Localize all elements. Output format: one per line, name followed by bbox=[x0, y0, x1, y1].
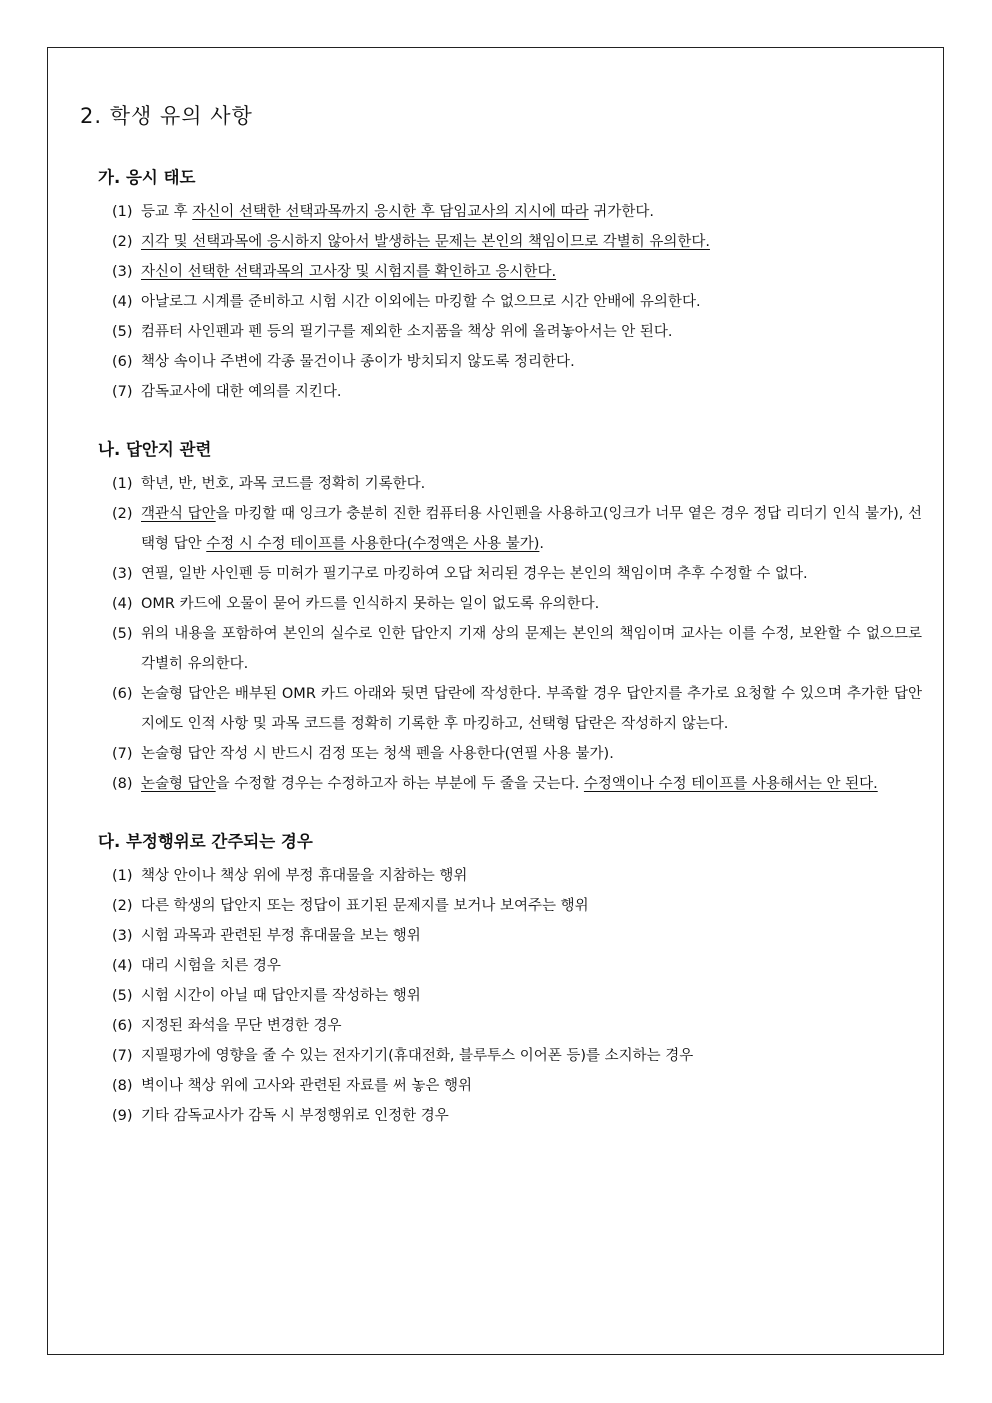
list-item bbox=[98, 891, 922, 921]
item-number: (6) bbox=[112, 1018, 133, 1034]
item-list bbox=[98, 197, 922, 407]
item-number: (1) bbox=[112, 476, 133, 492]
item-number: (3) bbox=[112, 264, 133, 280]
section-heading: 다. 부정행위로 간주되는 경우 bbox=[98, 832, 313, 851]
item-text: 시험 시간이 아닐 때 답안지를 작성하는 행위 bbox=[141, 988, 421, 1004]
item-number: (6) bbox=[112, 686, 133, 702]
item-number: (8) bbox=[112, 776, 133, 792]
item-number: (7) bbox=[112, 746, 133, 762]
item-text: 지정된 좌석을 무단 변경한 경우 bbox=[141, 1018, 342, 1034]
list-item bbox=[98, 1101, 922, 1131]
item-number: (2) bbox=[112, 234, 133, 250]
item-text: 아날로그 시계를 준비하고 시험 시간 이외에는 마킹할 수 없으므로 시간 안배에 유의한다. bbox=[141, 294, 701, 310]
item-text: 다른 학생의 답안지 또는 정답이 표기된 문제지를 보거나 보여주는 행위 bbox=[141, 898, 589, 914]
item-text: 기타 감독교사가 감독 시 부정행위로 인정한 경우 bbox=[141, 1108, 449, 1124]
item-number: (8) bbox=[112, 1078, 133, 1094]
section-misconduct bbox=[98, 827, 922, 1131]
list-item bbox=[98, 1041, 922, 1071]
item-number: (1) bbox=[112, 204, 133, 220]
list-item bbox=[98, 347, 922, 377]
item-number: (4) bbox=[112, 294, 133, 310]
item-number: (5) bbox=[112, 324, 133, 340]
item-number: (5) bbox=[112, 626, 133, 642]
item-text: 학년, 반, 번호, 과목 코드를 정확히 기록한다. bbox=[141, 476, 426, 492]
item-number: (2) bbox=[112, 506, 133, 522]
item-text: 책상 안이나 책상 위에 부정 휴대물을 지참하는 행위 bbox=[141, 868, 468, 884]
list-item bbox=[98, 951, 922, 981]
item-number: (7) bbox=[112, 1048, 133, 1064]
section-answer-sheet bbox=[98, 435, 922, 799]
item-text: 등교 후 bbox=[141, 204, 193, 220]
list-item bbox=[98, 377, 922, 407]
list-item bbox=[98, 921, 922, 951]
list-item bbox=[98, 1071, 922, 1101]
list-item bbox=[98, 619, 922, 679]
list-item bbox=[98, 739, 922, 769]
item-text: OMR 카드에 오물이 묻어 카드를 인식하지 못하는 일이 없도록 유의한다. bbox=[141, 596, 600, 612]
section-heading: 나. 답안지 관련 bbox=[98, 440, 212, 459]
list-item bbox=[98, 317, 922, 347]
item-text: 귀가한다. bbox=[588, 204, 654, 220]
item-number: (7) bbox=[112, 384, 133, 400]
list-item bbox=[98, 559, 922, 589]
underlined-text: 자신이 선택한 선택과목까지 응시한 후 담임교사의 지시에 따라 bbox=[192, 204, 589, 220]
item-text: 책상 속이나 주변에 각종 물건이나 종이가 방치되지 않도록 정리한다. bbox=[141, 354, 575, 370]
section-exam-attitude bbox=[98, 163, 922, 407]
underlined-text: 수정액이나 수정 테이프를 사용해서는 안 된다. bbox=[583, 776, 878, 792]
section-heading: 가. 응시 태도 bbox=[98, 168, 196, 187]
list-item bbox=[98, 197, 922, 227]
underlined-text: 객관식 답안 bbox=[141, 506, 216, 522]
underlined-text: 지각 및 선택과목에 응시하지 않아서 발생하는 문제는 본인의 책임이므로 각별히 유의한다. bbox=[141, 234, 710, 250]
list-item bbox=[98, 469, 922, 499]
item-number: (4) bbox=[112, 596, 133, 612]
item-text: . bbox=[539, 536, 544, 552]
item-number: (5) bbox=[112, 988, 133, 1004]
list-item bbox=[98, 769, 922, 799]
list-item bbox=[98, 981, 922, 1011]
list-item bbox=[98, 287, 922, 317]
item-text: 연필, 일반 사인펜 등 미허가 필기구로 마킹하여 오답 처리된 경우는 본인의 책임이며 추후 수정할 수 없다. bbox=[141, 566, 808, 582]
item-text: 을 마킹할 때 잉크가 충분히 진한 컴퓨터용 사인펜을 사용하고(잉크가 너무 옅은 경우 정답 리더기 인식 불가), 선택형 답안 bbox=[141, 506, 922, 552]
item-number: (2) bbox=[112, 898, 133, 914]
list-item bbox=[98, 1011, 922, 1041]
item-number: (6) bbox=[112, 354, 133, 370]
item-text: 위의 내용을 포함하여 본인의 실수로 인한 답안지 기재 상의 문제는 본인의 책임이며 교사는 이를 수정, 보완할 수 없으므로 각별히 유의한다. bbox=[141, 626, 922, 672]
item-text: 을 수정할 경우는 수정하고자 하는 부분에 두 줄을 긋는다. bbox=[215, 776, 584, 792]
underlined-text: 수정 시 수정 테이프를 사용한다(수정액은 사용 불가) bbox=[206, 536, 540, 552]
item-text: 논술형 답안은 배부된 OMR 카드 아래와 뒷면 답란에 작성한다. 부족할 경우 답안지를 추가로 요청할 수 있으며 추가한 답안지에도 인적 사항 및 과목 코드를 정확히 기록한 후 마킹하고, 선택형 답란은 작성하지 않는다. bbox=[141, 686, 922, 732]
document-body bbox=[80, 100, 922, 1131]
underlined-text: 논술형 답안 bbox=[141, 776, 216, 792]
item-number: (4) bbox=[112, 958, 133, 974]
item-text: 대리 시험을 치른 경우 bbox=[141, 958, 281, 974]
item-text: 시험 과목과 관련된 부정 휴대물을 보는 행위 bbox=[141, 928, 421, 944]
item-text: 컴퓨터 사인펜과 펜 등의 필기구를 제외한 소지품을 책상 위에 올려놓아서는 안 된다. bbox=[141, 324, 673, 340]
list-item bbox=[98, 499, 922, 559]
list-item bbox=[98, 589, 922, 619]
item-number: (3) bbox=[112, 566, 133, 582]
list-item bbox=[98, 257, 922, 287]
item-list bbox=[98, 861, 922, 1131]
item-number: (9) bbox=[112, 1108, 133, 1124]
item-number: (1) bbox=[112, 868, 133, 884]
item-list bbox=[98, 469, 922, 799]
list-item bbox=[98, 679, 922, 739]
underlined-text: 자신이 선택한 선택과목의 고사장 및 시험지를 확인하고 응시한다. bbox=[141, 264, 557, 280]
item-text: 벽이나 책상 위에 고사와 관련된 자료를 써 놓은 행위 bbox=[141, 1078, 473, 1094]
list-item bbox=[98, 861, 922, 891]
page-title: 2. 학생 유의 사항 bbox=[80, 104, 253, 128]
item-number: (3) bbox=[112, 928, 133, 944]
item-text: 감독교사에 대한 예의를 지킨다. bbox=[141, 384, 342, 400]
item-text: 논술형 답안 작성 시 반드시 검정 또는 청색 펜을 사용한다(연필 사용 불가). bbox=[141, 746, 614, 762]
list-item bbox=[98, 227, 922, 257]
item-text: 지필평가에 영향을 줄 수 있는 전자기기(휴대전화, 블루투스 이어폰 등)를 소지하는 경우 bbox=[141, 1048, 694, 1064]
